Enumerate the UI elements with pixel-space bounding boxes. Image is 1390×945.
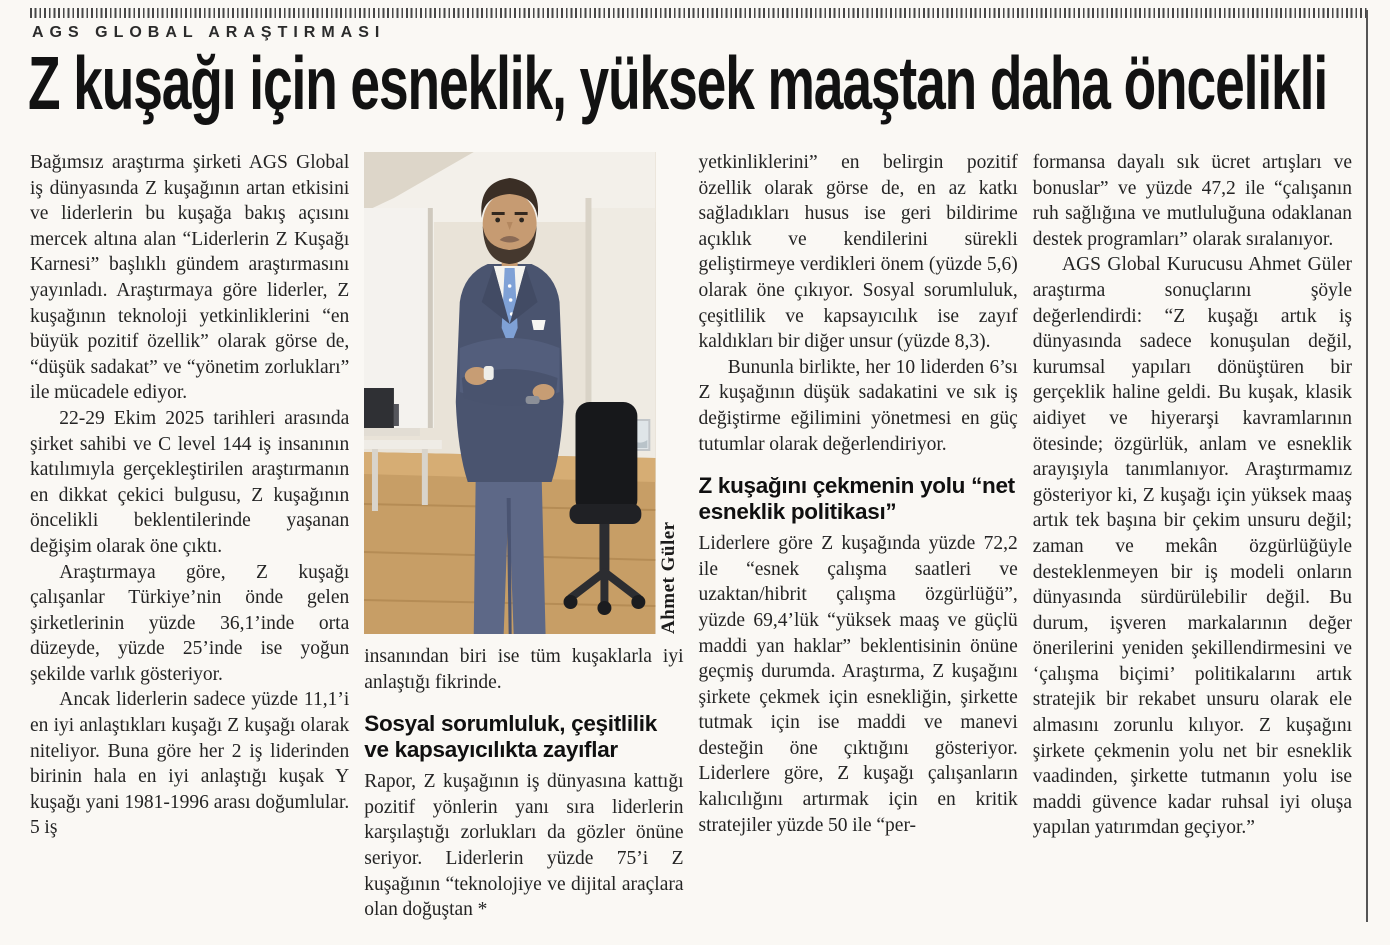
article-paragraph: Bağımsız araştırma şirketi AGS Global iş dünyasında Z kuşağının artan etkisini ve liderlerin bu kuşağa bakış açısını mercek altına alan “Liderlerin Z Kuşağı Karnesi” başlıklı gündem araştırmasını yayınladı. Araştırmaya göre liderler, Z kuşağının teknoloji yetkinliklerini “en büyük pozitif özellik” olarak görse de, “düşük sadakat” ve “yönetim zorlukları” ile mücadele ediyor.	[30, 152, 350, 404]
section-subhead: Sosyal sorumluluk, çeşitlilik ve kapsayıcılıkta zayıflar	[364, 711, 657, 763]
article-columns	[30, 150, 1352, 938]
article-paragraph: AGS Global Kurucusu Ahmet Güler araştırma sonuçlarını şöyle değerlendirdi: “Z kuşağı artık iş dünyasında sadece konuşulan değil, kurumsal yapıları dönüştüren bir gerçeklik haline geldi. Bu kuşak, klasik aidiyet ve hiyerarşi kavramlarının ötesinde; özgürlük, anlam ve esneklik arayışıyla tanımlanıyor. Araştırmamız gösteriyor ki, Z kuşağı için yüksek maaş artık tek başına bir çekim unsuru değil; zaman ve mekân özgürlüğüyle desteklenmeyen bir iş modeli onların dünyasında sürdürülebilir değil. Bu durum, işveren markalarının değer önerilerini yeniden şekillendirmesini ve ‘çalışma biçimi’ politikalarını artık stratejik bir rekabet unsuru olarak ele almasını zorunlu kılıyor. Z kuşağını şirkete çekmenin yolu net bir esneklik vaadinden, şirkette tutmanın yolu ise maddi güvence kadar ruhsal iyi oluşa yapılan yatırımdan geçiyor.”	[1032, 254, 1352, 839]
article-paragraph: Ancak liderlerin sadece yüzde 11,1’i en iyi anlaştıkları kuşağı Z kuşağı olarak niteliyor. Buna göre her 2 iş liderinden birinin hala en iyi anlaştığı kuşak Y kuşağı yani 1981-1996 arası doğumlular. 5 iş	[30, 689, 350, 839]
top-dashed-rule	[30, 8, 1368, 18]
portrait-photo	[364, 152, 655, 634]
article-headline: Z kuşağı için esneklik, yüksek maaştan daha öncelikli	[28, 40, 1328, 126]
article-paragraph: Liderlere göre Z kuşağında yüzde 72,2 ile “esnek çalışma saatleri ve uzaktan/hibrit çalışma özgürlüğü”, yüzde 69,4’lük “yüksek maaş ve güçlü maddi yan haklar” beklentisinin önüne geçmiş durumda. Araştırma, Z kuşağını şirkete çekmek için esnekliğin, şirkette tutmak için ise maddi ve manevi desteğin öne çıktığını gösteriyor. Liderlere göre, Z kuşağı çalışanların kalıcılığını artırmak için en kritik stratejiler yüzde 50 ile “per-	[698, 533, 1018, 836]
section-subhead: Z kuşağını çekmenin yolu “net esneklik politikası”	[698, 473, 1015, 525]
section-kicker: AGS GLOBAL ARAŞTIRMASI	[32, 24, 386, 41]
column-1	[30, 150, 349, 938]
page-right-rule	[1366, 10, 1368, 922]
article-paragraph: insanından biri ise tüm kuşaklarla iyi anlaştığı fikrinde.	[364, 646, 684, 693]
portrait-illustration	[364, 152, 655, 634]
column-4	[1033, 150, 1352, 938]
column-2	[364, 150, 683, 938]
article-paragraph: 22-29 Ekim 2025 tarihleri arasında şirket sahibi ve C level 144 iş insanının katılımıyla gerçekleştirilen araştırmanın en dikkat çekici bulgusu, Z kuşağının öncelikli beklentilerinde yaşanan değişim olarak öne çıktı.	[30, 407, 350, 557]
article-paragraph: Rapor, Z kuşağının iş dünyasına kattığı pozitif yönlerin yanı sıra liderlerin karşılaştığı zorlukları da gözler önüne seriyor. Liderlerin yüzde 75’i Z kuşağının “teknolojiye ve dijital araçlara olan doğuştan *	[364, 771, 684, 921]
photo-credit: Ahmet Güler	[657, 521, 679, 634]
column-3	[699, 150, 1018, 938]
article-paragraph: yetkinliklerini” en belirgin pozitif özellik olarak görse de, en az katkı sağladıkları husus ise geri bildirime açıklık ve kendilerini sürekli geliştirmeye verdikleri önem (yüzde 5,6) olarak öne çıkıyor. Sosyal sorumluluk, çeşitlilik ve kapsayıcılık ise zayıf kaldıkları bir diğer unsur (yüzde 8,3).	[698, 152, 1018, 353]
article-paragraph: Bununla birlikte, her 10 liderden 6’sı Z kuşağının düşük sadakatini ve sık iş değiştirme eğilimini yönetmesi en güç tutumlar olarak değerlendiriyor.	[698, 356, 1018, 455]
article-paragraph: Araştırmaya göre, Z kuşağı çalışanlar Türkiye’nin önde gelen şirketlerinin yüzde 36,1’inde orta düzeyde, yüzde 25’inde ise yoğun şekilde varlık gösteriyor.	[30, 561, 350, 685]
article-photo	[364, 152, 683, 634]
article-paragraph: formansa dayalı sık ücret artışları ve bonuslar” ve yüzde 47,2 ile “çalışanın ruh sağlığına ve mutluluğuna odaklanan destek programları” olarak sıralanıyor.	[1032, 152, 1352, 250]
